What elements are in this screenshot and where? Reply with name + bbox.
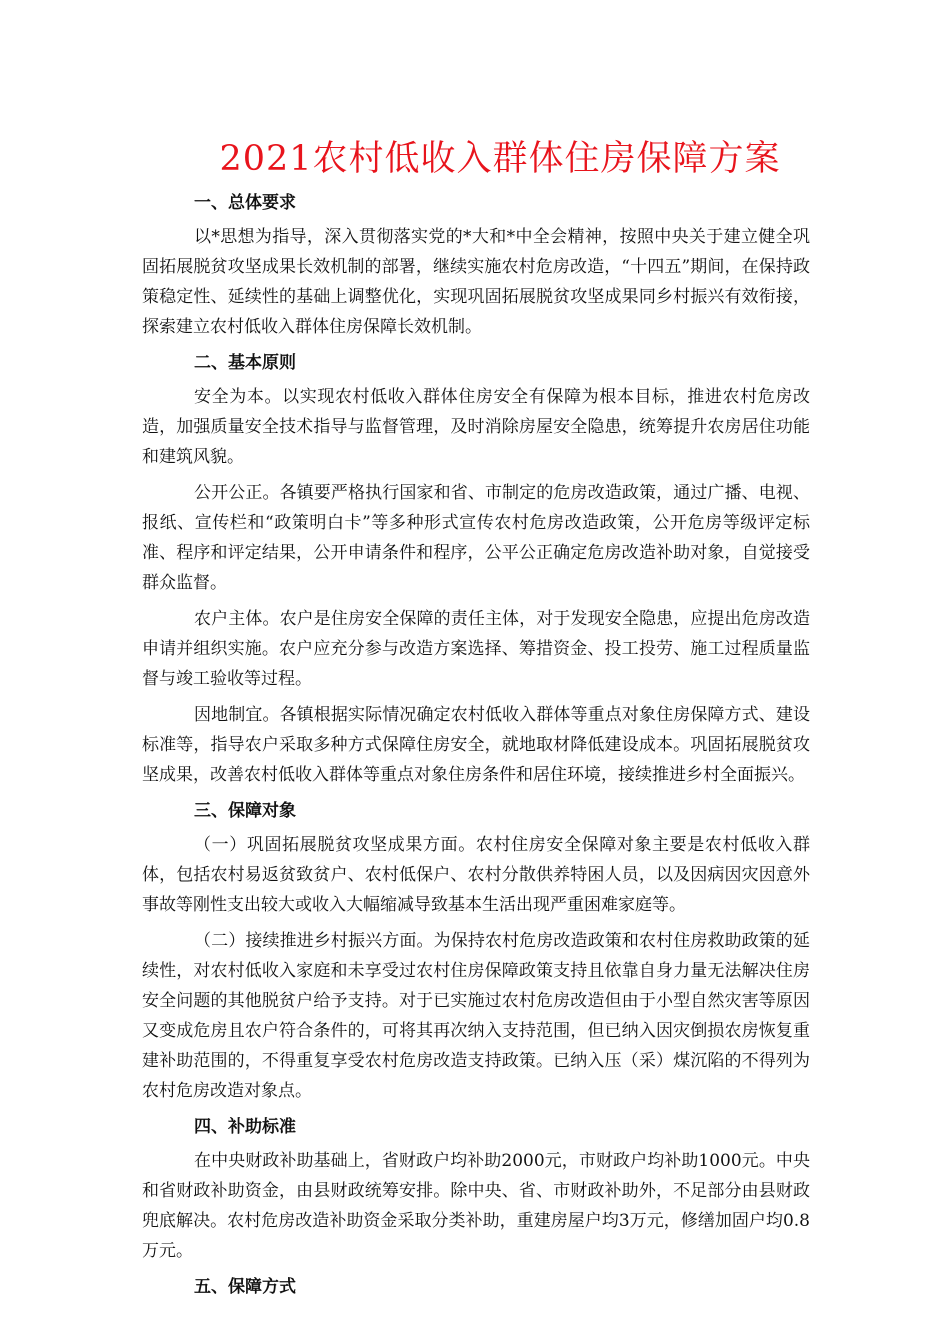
section-coverage [142,796,810,1106]
section-subsidy-standards [142,1112,810,1266]
paragraph: 因地制宜。各镇根据实际情况确定农村低收入群体等重点对象住房保障方式、建设标准等，指导农户采取多种方式保障住房安全，就地取材降低建设成本。巩固拓展脱贫攻坚成果，改善农村低收入群体等重点对象住房条件和居住环境，接续推进乡村全面振兴。 [142,705,810,785]
section-basic-principles [142,348,810,790]
document-body [142,188,810,1306]
section-heading: 二、基本原则 [194,353,296,373]
paragraph: 以*思想为指导，深入贯彻落实党的*大和*中全会精神，按照中央关于建立健全巩固拓展脱贫攻坚成果长效机制的部署，继续实施农村危房改造，“十四五”期间，在保持政策稳定性、延续性的基础上调整优化，实现巩固拓展脱贫攻坚成果同乡村振兴有效衔接，探索建立农村低收入群体住房保障长效机制。 [142,227,810,337]
section-general-requirements [142,188,810,342]
section-heading: 三、保障对象 [194,801,296,821]
paragraph: 公开公正。各镇要严格执行国家和省、市制定的危房改造政策，通过广播、电视、报纸、宣传栏和“政策明白卡”等多种形式宣传农村危房改造政策，公开危房等级评定标准、程序和评定结果，公开申请条件和程序，公平公正确定危房改造补助对象，自觉接受群众监督。 [142,483,810,593]
document-title: 2021农村低收入群体住房保障方案 [219,139,781,179]
section-guarantee-methods [142,1272,810,1302]
section-heading: 四、补助标准 [194,1117,296,1137]
paragraph: （一）巩固拓展脱贫攻坚成果方面。农村住房安全保障对象主要是农村低收入群体，包括农村易返贫致贫户、农村低保户、农村分散供养特困人员，以及因病因灾因意外事故等刚性支出较大或收入大幅缩减导致基本生活出现严重困难家庭等。 [142,835,810,915]
paragraph: （二）接续推进乡村振兴方面。为保持农村危房改造政策和农村住房救助政策的延续性，对农村低收入家庭和未享受过农村住房保障政策支持且依靠自身力量无法解决住房安全问题的其他脱贫户给予支持。对于已实施过农村危房改造但由于小型自然灾害等原因又变成危房且农户符合条件的，可将其再次纳入支持范围，但已纳入因灾倒损农房恢复重建补助范围的，不得重复享受农村危房改造支持政策。已纳入压（采）煤沉陷的不得列为农村危房改造对象点。 [142,931,810,1101]
paragraph: 在中央财政补助基础上，省财政户均补助2000元，市财政户均补助1000元。中央和省财政补助资金，由县财政统筹安排。除中央、省、市财政补助外，不足部分由县财政兜底解决。农村危房改造补助资金采取分类补助，重建房屋户均3万元，修缮加固户均0.8万元。 [142,1151,810,1261]
paragraph: 安全为本。以实现农村低收入群体住房安全有保障为根本目标，推进农村危房改造，加强质量安全技术指导与监督管理，及时消除房屋安全隐患，统筹提升农房居住功能和建筑风貌。 [142,387,810,467]
section-heading: 五、保障方式 [194,1277,296,1297]
section-heading: 一、总体要求 [194,193,296,213]
paragraph: 农户主体。农户是住房安全保障的责任主体，对于发现安全隐患，应提出危房改造申请并组织实施。农户应充分参与改造方案选择、筹措资金、投工投劳、施工过程质量监督与竣工验收等过程。 [142,609,810,689]
